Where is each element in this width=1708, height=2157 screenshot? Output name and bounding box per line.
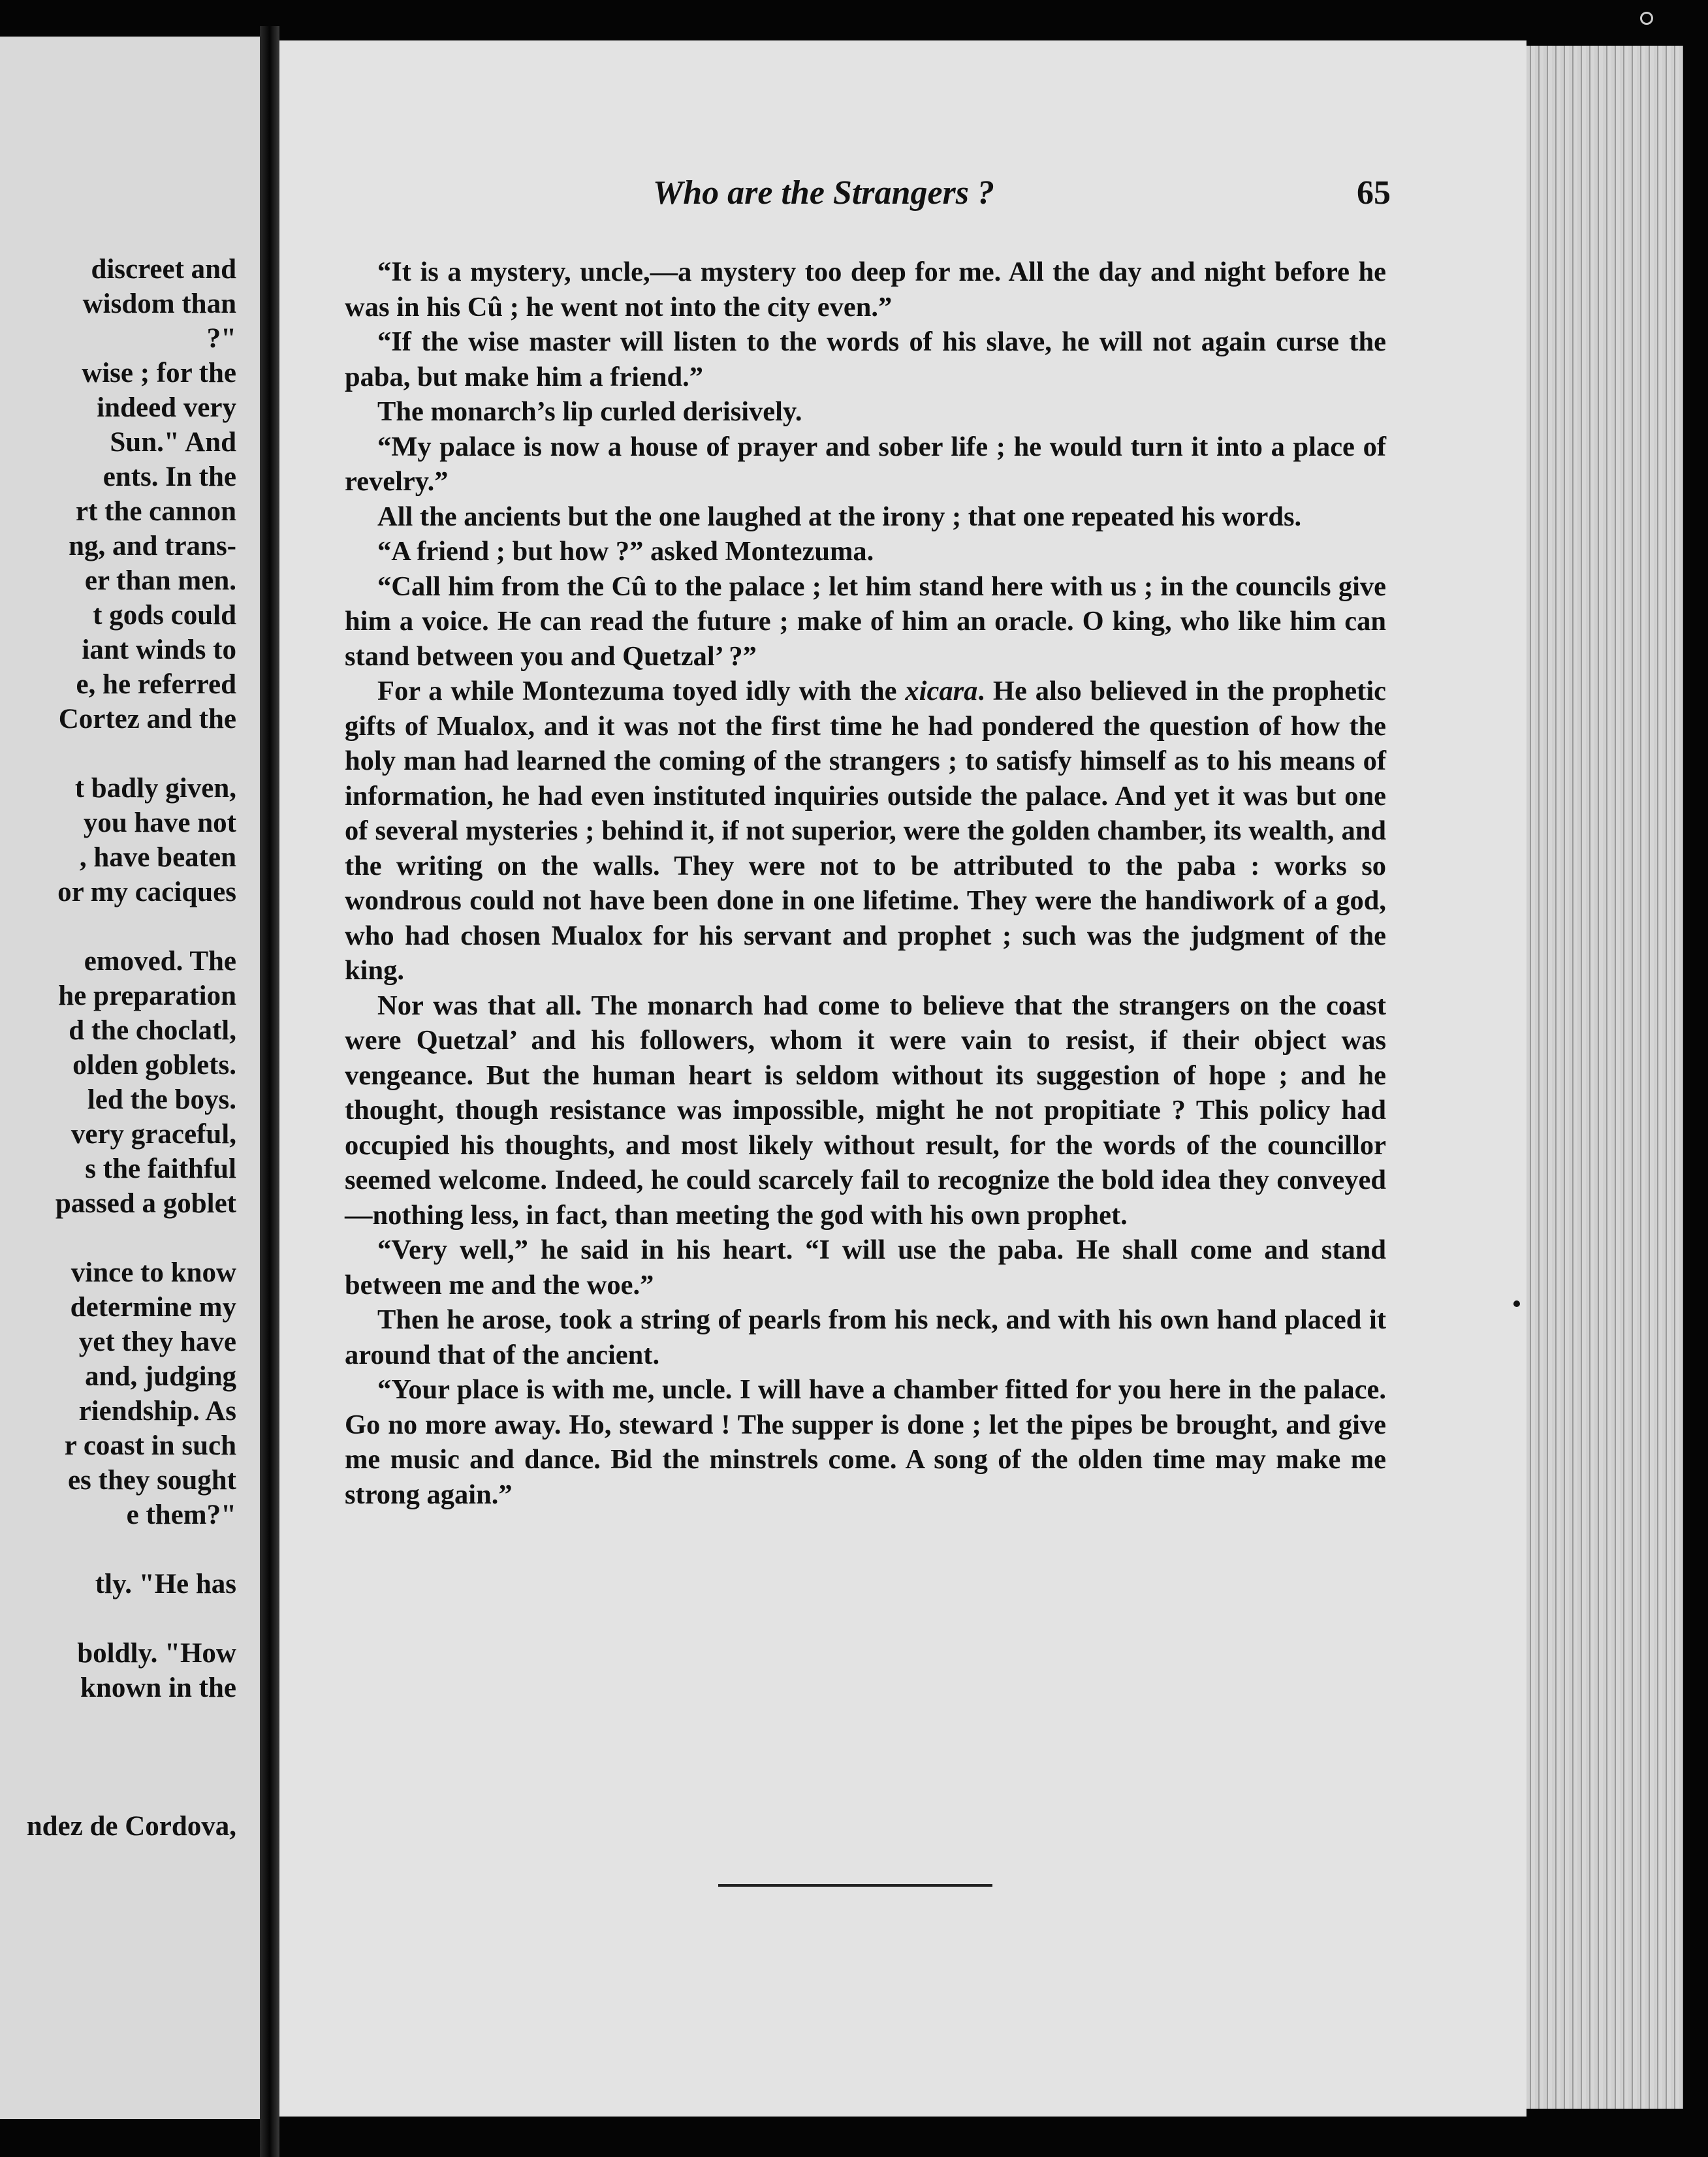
paragraph: Nor was that all. The monarch had come to believe that the strangers on the coast were Quetzal’ and his followers, whom it were vain to resist, if their object was vengeance. But the human heart is seldom without its suggestion of hope ; and he thought, though resistance was impossible, might he not propitiate ? This policy had occupied his thoughts, and most likely without result, for the words of the councillor seemed welcome. Indeed, he could scarcely fail to recognize the bold idea they conveyed—nothing less, in fact, than meeting the god with his own prophet. — [345, 990, 1386, 1231]
left-page-line: and, judging — [85, 1361, 236, 1392]
left-page — [0, 37, 262, 2119]
left-page-line: es they sought — [67, 1465, 236, 1496]
left-page-line: vince to know — [71, 1257, 236, 1288]
section-rule — [718, 1884, 992, 1887]
left-page-line: or my caciques — [57, 877, 236, 907]
paragraph: The monarch’s lip curled derisively. — [377, 396, 802, 427]
ink-speck — [1640, 12, 1653, 25]
left-page-line: er than men. — [84, 565, 236, 596]
paragraph: “It is a mystery, uncle,—a mystery too deep for me. All the day and night before he was in his Cû ; he went not into the city even.” — [345, 257, 1386, 323]
page-edges — [1526, 46, 1683, 2109]
left-page-line: you have not — [83, 808, 236, 838]
left-page-line: yet they have — [78, 1327, 236, 1357]
left-page-line: he preparation — [58, 981, 236, 1011]
left-page-line: olden goblets. — [72, 1050, 236, 1080]
running-title: Who are the Strangers ? — [653, 174, 994, 212]
left-page-line: ?" — [206, 323, 236, 354]
left-page-line: discreet and — [91, 254, 236, 285]
left-page-line: very graceful, — [71, 1119, 236, 1150]
left-page-line: wisdom than — [82, 289, 236, 319]
left-page-line: boldly. "How — [77, 1638, 236, 1669]
left-page-line: d the choclatl, — [69, 1015, 236, 1046]
left-page-line: Sun." And — [110, 427, 236, 458]
left-page-line: led the boys. — [87, 1084, 236, 1115]
paragraph: “Call him from the Cû to the palace ; let him stand here with us ; in the councils give him a voice. He can read the future ; make of him an oracle. O king, who like him can stand between you and Quetzal’ ?” — [345, 571, 1386, 672]
page-number: 65 — [1357, 174, 1391, 212]
left-page-line: rt the cannon — [75, 496, 236, 527]
left-page-line: ents. In the — [103, 462, 236, 492]
left-page-line: e, he referred — [76, 669, 236, 700]
left-page-line: emoved. The — [84, 946, 236, 977]
left-page-line: ng, and trans- — [69, 531, 236, 561]
paragraph: “Your place is with me, uncle. I will have a chamber fitted for you here in the palace. Go no more away. Ho, steward ! The supper is done ; let the pipes be brought, and give me music and dance. Bid the minstrels come. A song of the olden time may make me strong again.” — [345, 1374, 1386, 1510]
paragraph: “My palace is now a house of prayer and sober life ; he would turn it into a place of revelry.” — [345, 431, 1386, 497]
italic-term: xicara — [905, 676, 978, 706]
left-page-line: Cortez and the — [58, 704, 236, 734]
left-page-line: tly. "He has — [95, 1569, 236, 1599]
left-page-text — [0, 252, 256, 1844]
left-page-line: indeed very — [97, 392, 236, 423]
left-page-line: known in the — [80, 1673, 236, 1703]
paragraph: “A friend ; but how ?” asked Montezuma. — [377, 536, 874, 567]
left-page-line: s the faithful — [85, 1154, 236, 1184]
left-page-line: , have beaten — [79, 842, 236, 873]
left-page-line: determine my — [70, 1292, 236, 1323]
left-page-line: iant winds to — [82, 635, 236, 665]
left-page-line: t gods could — [93, 600, 236, 631]
paragraph: “Very well,” he said in his heart. “I will use the paba. He shall come and stand between me and the woe.” — [345, 1235, 1386, 1300]
left-page-line: riendship. As — [78, 1396, 236, 1426]
left-page-line: wise ; for the — [82, 358, 236, 388]
paragraph: All the ancients but the one laughed at the irony ; that one repeated his words. — [377, 501, 1302, 532]
left-page-line: t badly given, — [74, 773, 236, 804]
running-head — [366, 174, 1391, 219]
paragraph: “If the wise master will listen to the words of his slave, he will not again curse the paba, but make him a friend.” — [345, 326, 1386, 392]
left-page-line: e them?" — [126, 1500, 236, 1530]
paragraph: Then he arose, took a string of pearls from his neck, and with his own hand placed it around that of the ancient. — [345, 1304, 1386, 1370]
body-text — [345, 255, 1386, 1512]
left-page-line: r coast in such — [64, 1430, 236, 1461]
paragraph: For a while Montezuma toyed idly with the xicara. He also believed in the prophetic gifts of Mualox, and it was not the first time he had pondered the question of how the holy man had learned the coming of the strangers ; to satisfy himself as to his means of information, he had even instituted inquiries outside the palace. And yet it was but one of several mysteries ; behind it, if not superior, were the golden chamber, its wealth, and the writing on the walls. They were not to be attributed to the paba : works so wondrous could not have been done in one lifetime. They were the handiwork of a god, who had chosen Mualox for his servant and prophet ; such was the judgment of the king. — [345, 676, 1386, 986]
left-page-line: passed a goblet — [55, 1188, 236, 1219]
book-gutter — [260, 26, 279, 2157]
ink-speck — [1513, 1300, 1520, 1307]
left-page-line: ndez de Cordova, — [26, 1811, 236, 1842]
